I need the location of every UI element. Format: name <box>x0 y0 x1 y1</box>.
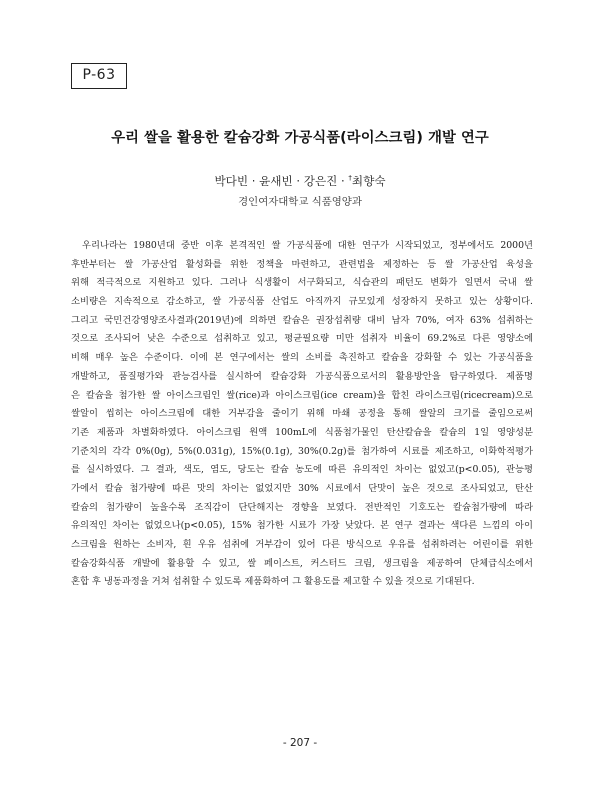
abstract-line: 소비량은 지속적으로 감소하고, 쌀 가공식품 산업도 아직까지 규모있게 성장하지 못하고 있는 상황이다. <box>71 296 533 308</box>
abstract-line: 기존 제품과 차별화하였다. 아이스크림 원액 100mL에 식품첨가물인 탄산칼슘을 칼슘의 1일 영양성분 <box>71 426 533 438</box>
abstract-line: 우리나라는 1980년대 중반 이후 본격적인 쌀 가공식품에 대한 연구가 시작되었고, 정부에서도 2000년 <box>82 240 533 251</box>
poster-id-badge: P-63 <box>71 63 127 89</box>
abstract-line: 것으로 조사되어 낮은 수준으로 섭취하고 있고, 평균필요량 미만 섭취자 비율이 69.2%로 다른 영양소에 <box>71 333 533 345</box>
abstract-line: 칼슘의 첨가량이 높을수록 조직감이 단단해지는 경향을 보였다. 전반적인 기호도는 칼슘첨가량에 따라 <box>71 501 533 513</box>
corresponding-author-mark: † <box>348 174 352 182</box>
abstract-line: 비해 매우 높은 수준이다. 이에 본 연구에서는 쌀의 소비를 촉진하고 칼슘을 강화할 수 있는 가공식품을 <box>71 352 533 364</box>
abstract-line: 가에서 칼슘 첨가량에 따른 맛의 차이는 없었지만 30% 시료에서 단맛이 높은 것으로 조사되었고, 탄산 <box>71 482 533 494</box>
abstract-line: 스크림을 원하는 소비자, 흰 우유 섭취에 거부감이 있어 다른 방식으로 우유를 섭취하려는 어린이를 위한 <box>71 539 533 550</box>
author-names: 박다빈 · 윤새빈 · 강은진 · <box>214 174 349 188</box>
abstract-line: 후반부터는 쌀 가공산업 활성화를 위한 정책을 마련하고, 관련법을 제정하는 등 쌀 가공산업 육성을 <box>71 258 533 270</box>
page-number: - 207 - <box>282 737 318 749</box>
abstract-line: 쌀알이 씹히는 아이스크림에 대한 거부감을 줄이기 위해 마쇄 공정을 통해 쌀알의 크기를 줄임으로써 <box>71 408 533 420</box>
abstract-line: 그리고 국민건강영양조사결과(2019년)에 의하면 칼슘은 권장섭취량 대비 남자 70%, 여자 63% 섭취하는 <box>71 314 533 326</box>
abstract-line: 기준치의 각각 0%(0g), 5%(0.031g), 15%(0.1g), 30%(0.2g)를 첨가하여 시료를 제조하고, 이화학적평가 <box>71 445 533 457</box>
abstract-line: 혼합 후 냉동과정을 거쳐 섭취할 수 있도록 제품화하여 그 활용도를 제고할 수 있을 것으로 기대된다. <box>71 576 475 588</box>
abstract-body <box>71 237 533 592</box>
abstract-line: 칼슘강화식품 개발에 활용할 수 있고, 쌀 페이스트, 커스터드 크림, 생크림을 제공하여 단체급식소에서 <box>71 557 533 569</box>
abstract-line: 유의적인 차이는 없었으나(p<0.05), 15% 첨가한 시료가 가장 낮았다. 본 연구 결과는 색다른 느낌의 아이 <box>71 520 533 532</box>
abstract-line: 은 칼슘을 첨가한 쌀 아이스크림인 쌀(rice)과 아이스크림(ice cream)을 합친 라이스크림(ricecream)으로 <box>71 389 533 401</box>
abstract-line: 위해 적극적으로 지원하고 있다. 그러나 식생활이 서구화되고, 식습관의 패턴도 변화가 일면서 국내 쌀 <box>71 277 533 289</box>
abstract-line: 를 실시하였다. 그 결과, 색도, 염도, 당도는 칼슘 농도에 따른 유의적인 차이는 없었고(p<0.05), 관능평 <box>71 464 533 476</box>
affiliation: 경인여자대학교 식품영양과 <box>238 196 362 208</box>
abstract-line: 개발하고, 품질평가와 관능검사를 실시하여 칼슘강화 가공식품으로서의 활용방안을 탐구하였다. 제품명 <box>71 370 533 382</box>
corresponding-author-name: 최향숙 <box>351 174 386 188</box>
authors-line <box>0 173 600 189</box>
paper-title: 우리 쌀을 활용한 칼슘강화 가공식품(라이스크림) 개발 연구 <box>111 130 489 146</box>
